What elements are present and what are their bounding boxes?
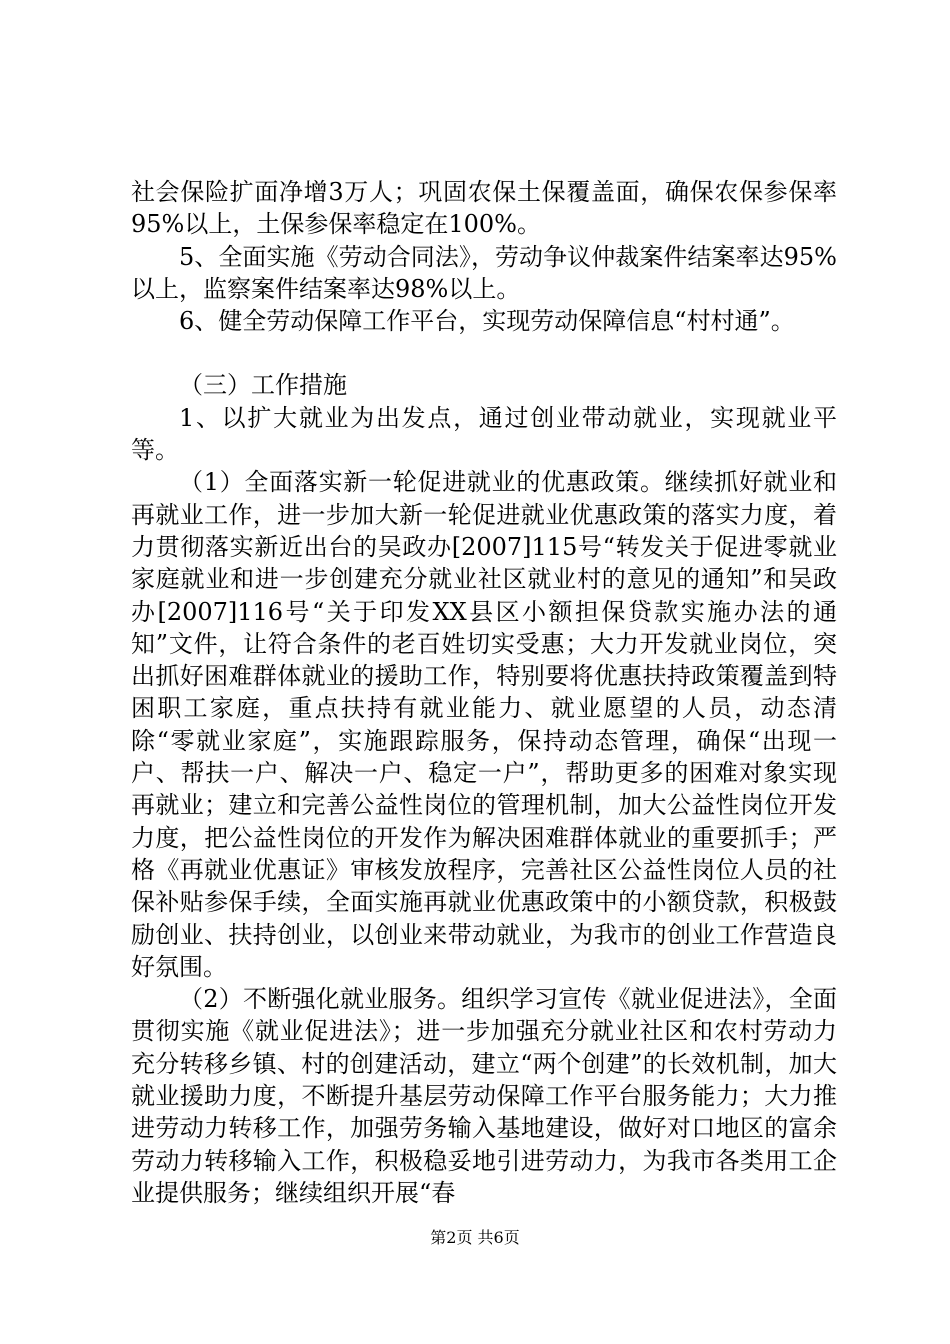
- paragraph-expand-employment: 1、以扩大就业为出发点，通过创业带动就业，实现就业平等。: [131, 403, 837, 465]
- paragraph-employment-services: （2）不断强化就业服务。组织学习宣传《就业促进法》，全面贯彻实施《就业促进法》；进一步加强充分就业社区和农村劳动力充分转移乡镇、村的创建活动，建立“两个创建”的长效机制，加大就业援助力度，不断提升基层劳动保障工作平台服务能力；大力推进劳动力转移工作，加强劳务输入基地建设，做好对口地区的富余劳动力转移输入工作，积极稳妥地引进劳动力，为我市各类用工企业提供服务；继续组织开展“春: [131, 985, 837, 1207]
- paragraph-labor-contract: 5、全面实施《劳动合同法》，劳动争议仲裁案件结案率达95%以上，监察案件结案率达98%以上。: [131, 242, 837, 303]
- paragraph-preferential-policies: （1）全面落实新一轮促进就业的优惠政策。继续抓好就业和再就业工作，进一步加大新一轮促进就业优惠政策的落实力度，着力贯彻落实新近出台的吴政办[2007]115号“转发关于促进零就业家庭就业和进一步创建充分就业社区就业村的意见的通知”和吴政办[2007]116号“关于印发XX县区小额担保贷款实施办法的通知”文件，让符合条件的老百姓切实受惠；大力开发就业岗位，突出抓好困难群体就业的援助工作，特别要将优惠扶持政策覆盖到特困职工家庭，重点扶持有就业能力、就业愿望的人员，动态清除“零就业家庭”，实施跟踪服务，保持动态管理，确保“出现一户、帮扶一户、解决一户、稳定一户”，帮助更多的困难对象实现再就业；建立和完善公益性岗位的管理机制，加大公益性岗位开发力度，把公益性岗位的开发作为解决困难群体就业的重要抓手；严格《再就业优惠证》审核发放程序，完善社区公益性岗位人员的社保补贴参保手续，全面实施再就业优惠政策中的小额贷款，积极鼓励创业、扶持创业，以创业来带动就业，为我市的创业工作营造良好氛围。: [131, 468, 837, 981]
- section-heading-work-measures: （三）工作措施: [179, 371, 347, 400]
- document-body: [131, 176, 837, 1209]
- paragraph-work-platform: 6、健全劳动保障工作平台，实现劳动保障信息“村村通”。: [179, 307, 795, 336]
- page-number-footer: 第2页 共6页: [430, 1228, 520, 1247]
- paragraph-social-insurance: 社会保险扩面净增3万人；巩固农保土保覆盖面，确保农保参保率95%以上，土保参保率稳定在100%。: [131, 178, 837, 239]
